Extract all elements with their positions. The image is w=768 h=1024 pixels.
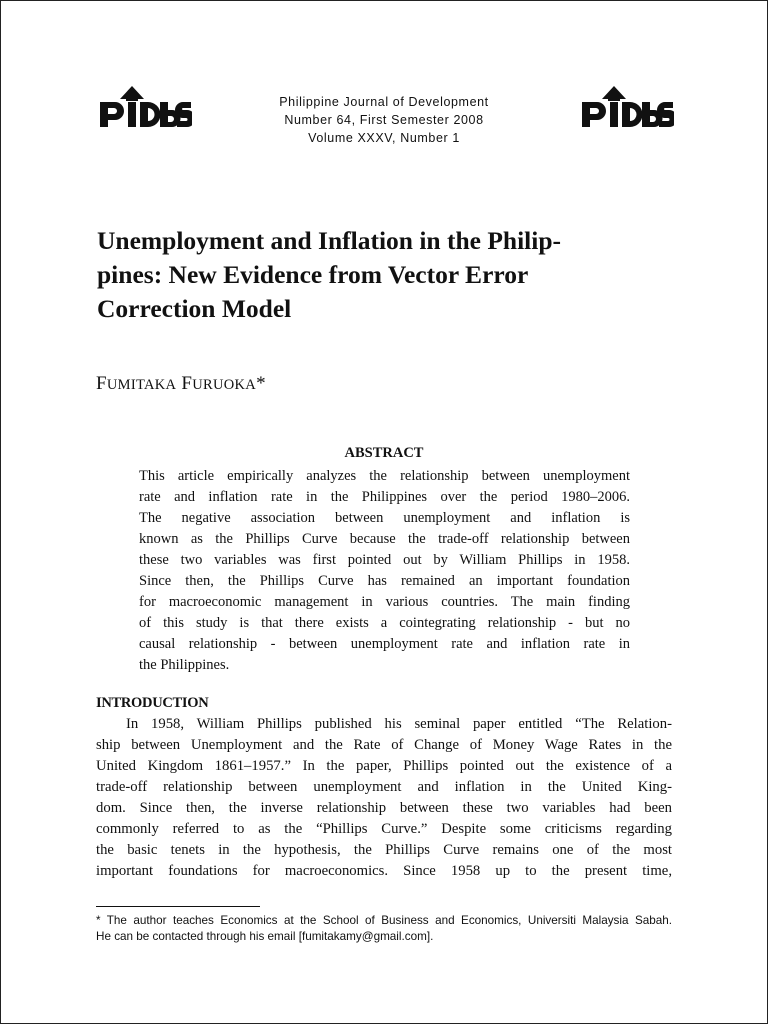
introduction-line: commonly referred to as the “Phillips Curve.” Despite some criticisms regarding — [96, 821, 672, 837]
abstract-line: of this study is that there exists a cointegrating relationship - but no — [139, 615, 630, 631]
pids-logo-icon — [580, 84, 674, 130]
abstract-line: these two variables was first pointed out by William Phillips in 1958. — [139, 552, 630, 568]
author-footnote-mark: * — [256, 373, 266, 394]
pids-logo-right — [580, 84, 674, 130]
title-line: Correction Model — [97, 294, 292, 323]
footnote — [96, 913, 672, 945]
journal-name: Philippine Journal of Development — [279, 95, 489, 109]
author-name — [96, 373, 266, 395]
footnote-line: * The author teaches Economics at the School of Business and Economics, Universiti Malaysia Sabah. — [96, 914, 672, 927]
introduction-line: the basic tenets in the hypothesis, the Phillips Curve remains one of the most — [96, 842, 672, 858]
author-last-initial: F — [181, 373, 193, 394]
journal-volume: Volume XXXV, Number 1 — [308, 131, 460, 145]
title-line: Unemployment and Inflation in the Philip- — [97, 226, 562, 255]
abstract-line: known as the Phillips Curve because the trade-off relationship between — [139, 531, 630, 547]
abstract-line: for macroeconomic management in various countries. The main finding — [139, 594, 630, 610]
journal-header — [200, 93, 568, 147]
abstract-line: causal relationship - between unemployment rate and inflation rate in — [139, 636, 630, 652]
introduction-line: important foundations for macroeconomics. Since 1958 up to the present time, — [96, 863, 672, 879]
pids-logo-left — [98, 84, 192, 130]
footnote-rule — [96, 906, 260, 907]
pids-logo-icon — [98, 84, 192, 130]
abstract-line: Since then, the Phillips Curve has remained an important foundation — [139, 573, 630, 589]
introduction-heading: INTRODUCTION — [96, 695, 209, 711]
introduction-line: ship between Unemployment and the Rate of Change of Money Wage Rates in the — [96, 737, 672, 753]
introduction-line: dom. Since then, the inverse relationship between these two variables had been — [96, 800, 672, 816]
abstract-body — [139, 466, 630, 676]
journal-issue: Number 64, First Semester 2008 — [284, 113, 484, 127]
author-first-rest: UMITAKA — [106, 377, 177, 393]
author-last-rest: URUOKA — [192, 377, 257, 393]
introduction-line: In 1958, William Phillips published his seminal paper entitled “The Relation- — [126, 716, 672, 732]
introduction-body — [96, 714, 672, 882]
abstract-line: The negative association between unemployment and inflation is — [139, 510, 630, 526]
introduction-line: United Kingdom 1861–1957.” In the paper, Phillips pointed out the existence of a — [96, 758, 672, 774]
abstract-heading: ABSTRACT — [344, 445, 424, 461]
author-first-initial: F — [96, 373, 107, 394]
abstract-line: the Philippines. — [139, 657, 230, 673]
abstract-line: This article empirically analyzes the relationship between unemployment — [139, 468, 630, 484]
title-line: pines: New Evidence from Vector Error — [97, 260, 529, 289]
footnote-line: He can be contacted through his email [fumitakamy@gmail.com]. — [96, 930, 434, 943]
paper-title — [97, 224, 687, 326]
introduction-line: trade-off relationship between unemployment and inflation in the United King- — [96, 779, 672, 795]
abstract-line: rate and inflation rate in the Philippines over the period 1980–2006. — [139, 489, 630, 505]
